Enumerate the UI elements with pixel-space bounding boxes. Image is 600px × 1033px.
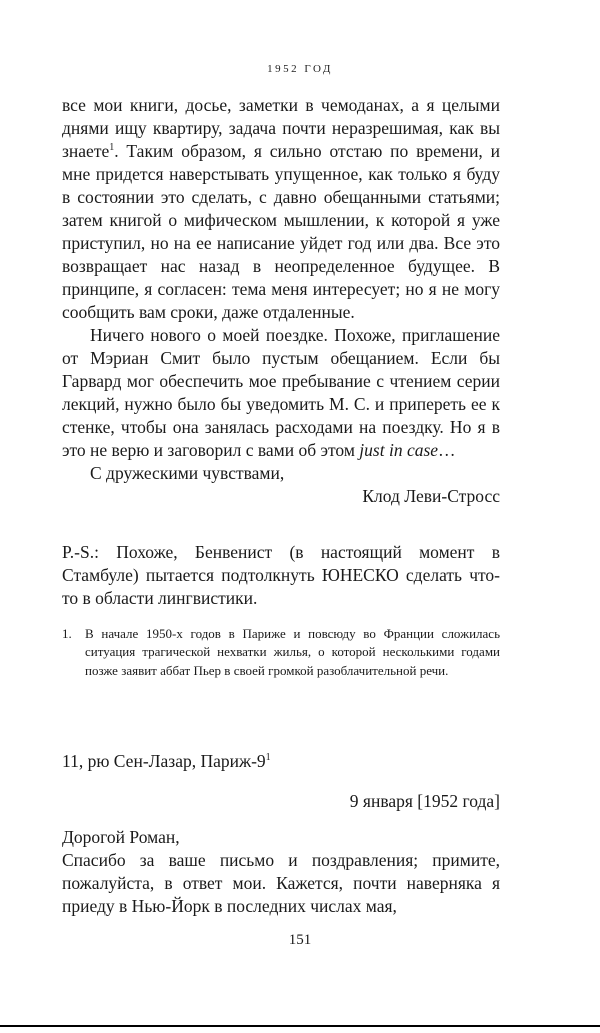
paragraph-text: все мои книги, досье, заметки в чемоданах, а я целыми днями ищу квартиру, задача почти неразрешимая, как вы знаете (62, 95, 500, 161)
address-text: 11, рю Сен-Лазар, Париж-9 (62, 751, 266, 771)
salutation: Дорогой Роман, (62, 827, 180, 847)
footnote (62, 625, 500, 680)
page-number: 151 (288, 932, 312, 948)
bottom-rule (0, 1025, 600, 1027)
address-line (62, 750, 500, 773)
second-letter-body: Спасибо за ваше письмо и поздравления; примите, пожалуйста, в ответ мои. Кажется, почти наверняка я приеду в Нью-Йорк в последних числах мая, (62, 850, 500, 916)
closing: С дружескими чувствами, (90, 463, 285, 483)
signature: Клод Леви-Стросс (362, 486, 500, 506)
paragraph-text: … (438, 440, 456, 460)
italic-phrase: just in case (359, 440, 439, 460)
postscript-text: P.-S.: Похоже, Бенвенист (в настоящий момент в Стамбуле) пытается подтолкнуть ЮНЕСКО сделать что-то в области лингвистики. (62, 542, 500, 608)
date-text: 9 января [1952 года] (349, 791, 500, 811)
postscript (62, 541, 500, 610)
letter-paragraph-1 (62, 94, 500, 324)
footnote-ref[interactable]: 1 (109, 142, 115, 154)
letter-body (62, 94, 500, 508)
letter-paragraph-2 (62, 324, 500, 462)
footnote-ref[interactable]: 1 (265, 752, 271, 764)
footnote-text: В начале 1950-х годов в Париже и повсюду во Франции сложилась ситуация трагической нехватки жилья, о которой несколькими годами позже заявит аббат Пьер в своей громкой разоблачительной речи. (85, 626, 500, 678)
footnote-number: 1. (62, 626, 72, 641)
paragraph-text: . Таким образом, я сильно отстаю по времени, и мне придется наверстывать упущенное, как только я буду в состоянии это сделать, с давно обещанными статьями; затем книгой о мифическом мышлении, к которой я уже приступил, но на ее написание уйдет год или два. Все это возвращает нас назад в неопределенное будущее. В принципе, я согласен: тема меня интересует; но я не могу сообщить вам сроки, даже отдаленные. (62, 141, 500, 322)
date-line (62, 790, 500, 813)
paragraph-text: Ничего нового о моей поездке. Похоже, приглашение от Мэриан Смит было пустым обещанием. Если бы Гарвард мог обеспечить мое пребывание с чтением серии лекций, нужно было бы уведомить М. С. и припереть ее к стенке, чтобы она занялась расходами на поездку. Но я в это не верю и заговорил с вами об этом (62, 325, 500, 460)
second-letter (62, 826, 500, 918)
running-head: 1952 ГОД (267, 63, 333, 75)
